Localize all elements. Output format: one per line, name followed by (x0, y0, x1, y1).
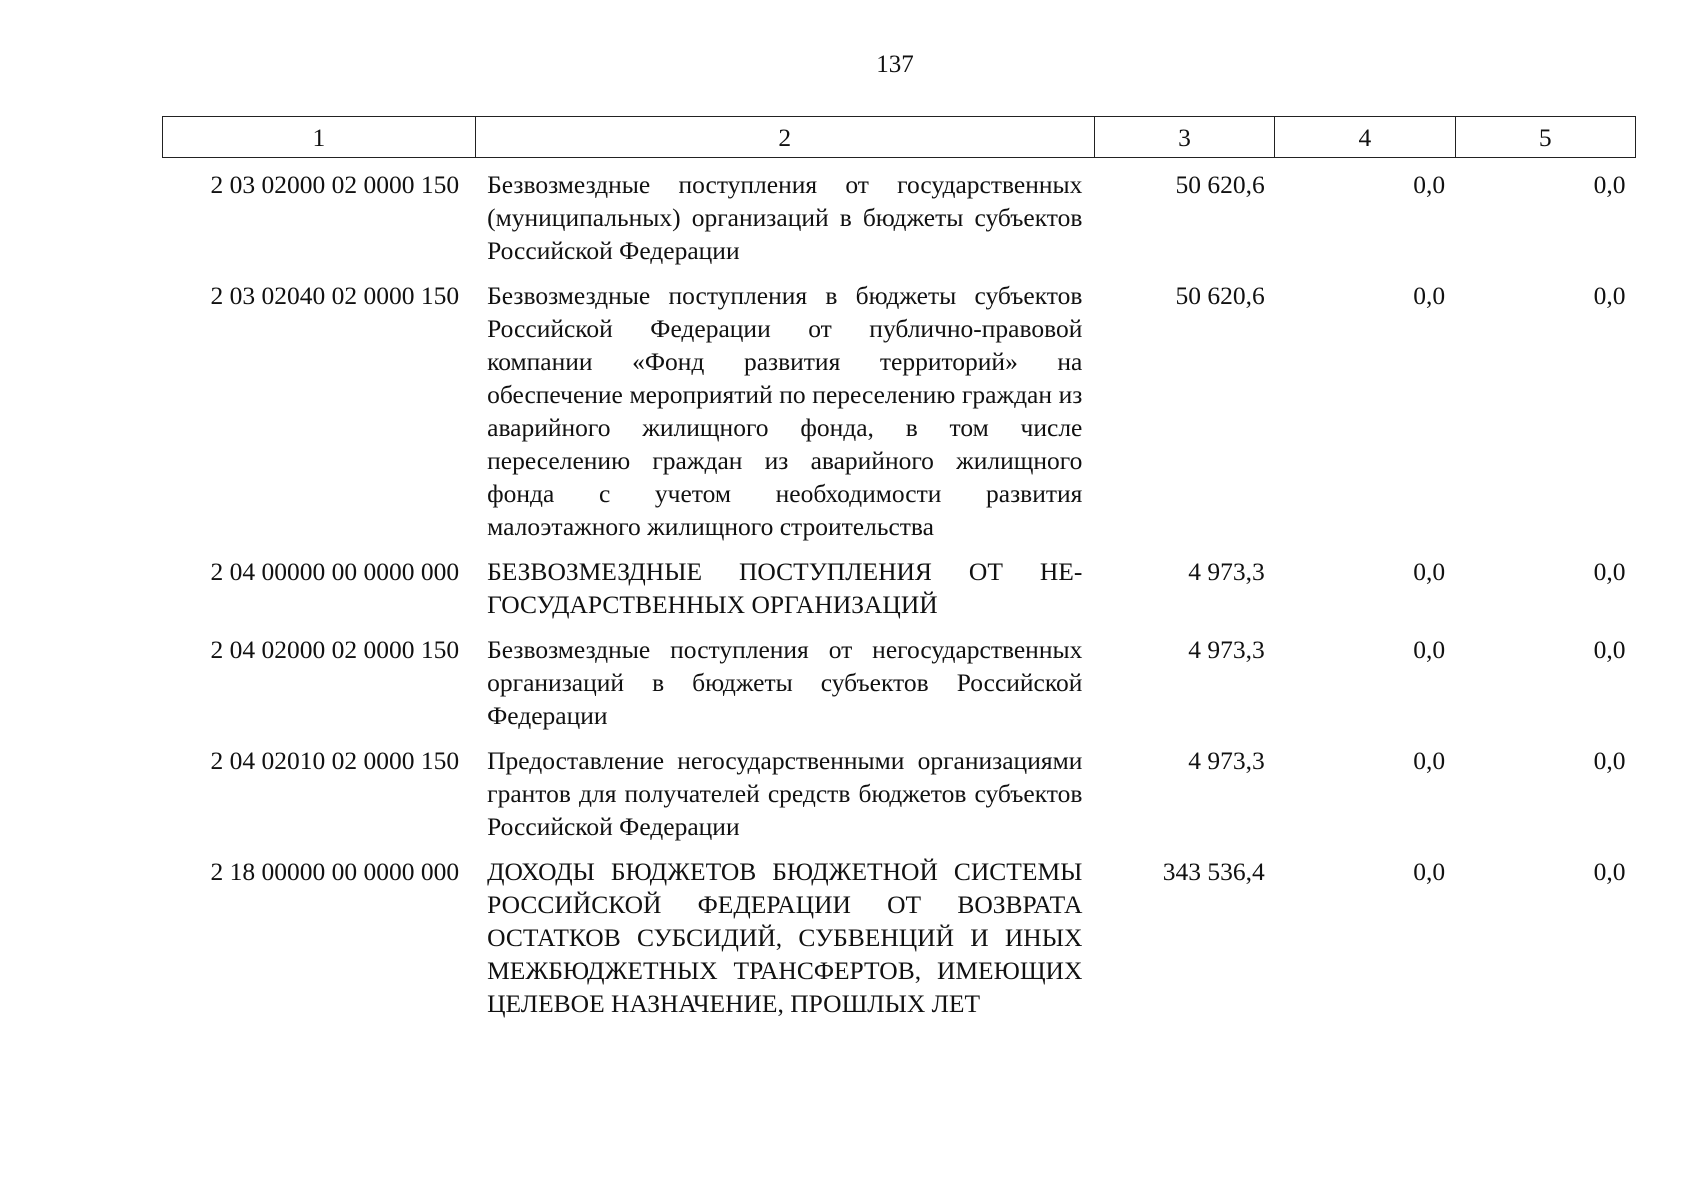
amount-col-3: 50 620,6 (1175, 281, 1265, 310)
amount-col-4: 0,0 (1413, 857, 1446, 886)
income-code: 2 04 02010 02 0000 150 (210, 746, 460, 775)
amount-col-5: 0,0 (1593, 557, 1626, 586)
amount-col-3: 4 973,3 (1188, 746, 1265, 775)
income-name: Безвозмездные поступления от государственных (муниципальных) организаций в бюджеты субъектов Российской Федерации (487, 170, 1083, 265)
income-code: 2 04 02000 02 0000 150 (210, 635, 460, 664)
table-row (163, 158, 1636, 280)
amount-col-4: 0,0 (1413, 281, 1446, 310)
table-body (163, 158, 1636, 1033)
amount-col-5: 0,0 (1593, 281, 1626, 310)
amount-col-5: 0,0 (1593, 170, 1626, 199)
table-row (163, 555, 1636, 633)
table-row (163, 855, 1636, 1032)
amount-col-4: 0,0 (1413, 170, 1446, 199)
income-code: 2 03 02040 02 0000 150 (210, 281, 460, 310)
header-col-4: 4 (1275, 117, 1455, 158)
amount-col-4: 0,0 (1413, 557, 1446, 586)
income-name: Безвозмездные поступления в бюджеты субъектов Российской Федерации от публично-правовой компании «Фонд развития территорий» на обеспечение мероприятий по переселению граждан из аварийного жилищного фонда, в том числе переселению граждан из аварийного жилищного фонда с учетом необходимости развития малоэтажного жилищного строительства (487, 281, 1083, 541)
income-code: 2 18 00000 00 0000 000 (210, 857, 460, 886)
budget-table (162, 116, 1636, 1032)
amount-col-3: 343 536,4 (1162, 857, 1265, 886)
header-row (163, 117, 1636, 158)
header-col-2: 2 (475, 117, 1094, 158)
table-header (163, 117, 1636, 158)
amount-col-4: 0,0 (1413, 635, 1446, 664)
amount-col-5: 0,0 (1593, 746, 1626, 775)
amount-col-3: 50 620,6 (1175, 170, 1265, 199)
income-name: ДОХОДЫ БЮДЖЕТОВ БЮДЖЕТНОЙ СИСТЕМЫ РОССИЙСКОЙ ФЕДЕРАЦИИ ОТ ВОЗВРАТА ОСТАТКОВ СУБСИДИЙ, СУБВЕНЦИЙ И ИНЫХ МЕЖБЮДЖЕТНЫХ ТРАНСФЕРТОВ, ИМЕЮЩИХ ЦЕЛЕВОЕ НАЗНАЧЕНИЕ, ПРОШЛЫХ ЛЕТ (487, 857, 1083, 1018)
amount-col-3: 4 973,3 (1188, 557, 1265, 586)
table-row (163, 744, 1636, 855)
page-number: 137 (876, 51, 914, 78)
header-col-1: 1 (163, 117, 476, 158)
income-code: 2 04 00000 00 0000 000 (210, 557, 460, 586)
header-col-5: 5 (1455, 117, 1635, 158)
header-col-3: 3 (1094, 117, 1274, 158)
income-code: 2 03 02000 02 0000 150 (210, 170, 460, 199)
table-row (163, 633, 1636, 744)
amount-col-4: 0,0 (1413, 746, 1446, 775)
income-name: БЕЗВОЗМЕЗДНЫЕ ПОСТУПЛЕНИЯ ОТ НЕГОСУДАРСТВЕННЫХ ОРГАНИЗАЦИЙ (487, 557, 1083, 619)
amount-col-5: 0,0 (1593, 635, 1626, 664)
amount-col-3: 4 973,3 (1188, 635, 1265, 664)
income-name: Безвозмездные поступления от негосударственных организаций в бюджеты субъектов Российской Федерации (487, 635, 1083, 730)
table-row (163, 279, 1636, 555)
income-name: Предоставление негосударственными организациями грантов для получателей средств бюджетов субъектов Российской Федерации (487, 746, 1083, 841)
amount-col-5: 0,0 (1593, 857, 1626, 886)
